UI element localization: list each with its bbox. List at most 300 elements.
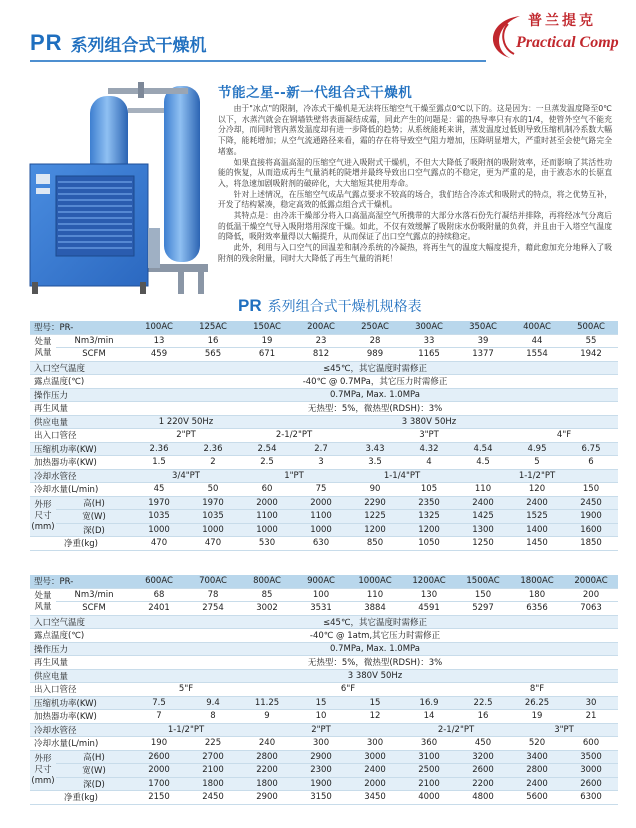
comp-cell: 6.75 [564,442,618,456]
row-value: 0.7MPa, Max. 1.0MPa [132,388,618,402]
depth-cell: 1400 [510,523,564,537]
height-cell: 2400 [456,496,510,510]
width-cell: 1035 [186,510,240,524]
dimension-group-line: 尺寸 [34,510,52,521]
table-row [30,642,618,656]
row-label: 出入口管径 [30,429,132,443]
scfm-cell: 812 [294,348,348,362]
table-row [30,615,618,629]
intro-paragraph: 此外，利用与入口空气的回温差和制冷系统的冷凝热，将再生气的温度大幅度提升，藉此愈加充分地释入了吸附剂的残余附量，同时大大降低了再生气量的消耗！ [218,243,612,263]
port-cell: 5"F [132,683,240,697]
height-cell: 3000 [348,750,402,764]
comp-cell: 2.54 [240,442,294,456]
intro-paragraph: 如果直接将高温高湿的压缩空气进入吸附式干燥机，不但大大降低了吸附剂的吸附效率，还而影响了其活性功能的恢复，从而造成再生气量消耗的陡增并最终导致出口空气露点的不稳定，更为严重的是，由于液态水的长驱直入，将急速加剧吸附剂的破碎化，大大缩短其使用寿命。 [218,157,612,188]
flow-group-label [30,334,56,361]
height-cell: 2800 [240,750,294,764]
cool-cell: 90 [348,483,402,497]
heat-cell: 16 [456,710,510,724]
width-cell: 1100 [294,510,348,524]
nm3-cell: 85 [240,588,294,602]
cool-cell: 60 [240,483,294,497]
port-cell: 3"PT [348,429,510,443]
weight-cell: 530 [240,537,294,551]
dimension-group-line: 尺寸 [34,764,52,775]
row-label: 净重(kg) [30,537,132,551]
model-cell: 2000AC [564,575,618,588]
dimension-group-label [30,496,56,537]
height-cell: 3500 [564,750,618,764]
width-cell: 2200 [240,764,294,778]
scfm-label: SCFM [56,602,132,616]
heat-cell: 10 [294,710,348,724]
height-cell: 2350 [402,496,456,510]
scfm-label: SCFM [56,348,132,362]
weight-cell: 6300 [564,791,618,805]
spec-table-2 [30,575,618,805]
table-row [30,496,618,510]
comp-cell: 4.32 [402,442,456,456]
heat-cell: 2 [186,456,240,470]
spec-series-code: PR [238,296,262,315]
width-cell: 1225 [348,510,402,524]
table-row [30,523,618,537]
table-row [30,750,618,764]
height-cell: 3400 [510,750,564,764]
scfm-cell: 1165 [402,348,456,362]
row-label: 高(H) [56,496,132,510]
comp-cell: 15 [294,696,348,710]
heat-cell: 19 [510,710,564,724]
depth-cell: 1900 [294,777,348,791]
water-pipe-cell: 3"PT [510,723,618,737]
row-label: 露点温度(℃) [30,629,132,643]
width-cell: 2500 [402,764,456,778]
spec-table-1 [30,321,618,551]
row-label: 操作压力 [30,642,132,656]
weight-cell: 2900 [240,791,294,805]
model-cell: 1800AC [510,575,564,588]
comp-cell: 22.5 [456,696,510,710]
width-cell: 2300 [294,764,348,778]
comp-cell: 2.7 [294,442,348,456]
height-cell: 1970 [186,496,240,510]
height-cell: 2000 [294,496,348,510]
table-row [30,510,618,524]
nm3-cell: 33 [402,334,456,348]
scfm-cell: 3531 [294,602,348,616]
cool-cell: 300 [348,737,402,751]
table-row [30,629,618,643]
comp-cell: 11.25 [240,696,294,710]
table-row [30,469,618,483]
scfm-cell: 459 [132,348,186,362]
depth-cell: 1000 [240,523,294,537]
table-row [30,791,618,805]
flow-group-label [30,588,56,615]
scfm-cell: 3002 [240,602,294,616]
port-cell: 8"F [456,683,618,697]
comp-cell: 26.25 [510,696,564,710]
row-label: 深(D) [56,523,132,537]
row-label: 入口空气温度 [30,361,132,375]
scfm-cell: 1942 [564,348,618,362]
comp-cell: 9.4 [186,696,240,710]
height-cell: 3200 [456,750,510,764]
cool-cell: 450 [456,737,510,751]
nm3-cell: 180 [510,588,564,602]
table-row [30,710,618,724]
cool-cell: 120 [510,483,564,497]
scfm-cell: 565 [186,348,240,362]
weight-cell: 4800 [456,791,510,805]
row-label: 压缩机功率(KW) [30,442,132,456]
cool-cell: 150 [564,483,618,497]
water-pipe-cell: 2"PT [240,723,402,737]
right-tank [164,86,200,262]
heat-cell: 9 [240,710,294,724]
port-cell: 6"F [240,683,456,697]
row-label: 宽(W) [56,764,132,778]
width-cell: 2800 [510,764,564,778]
water-pipe-cell: 2-1/2"PT [402,723,510,737]
scfm-cell: 3884 [348,602,402,616]
dimension-group-line: 外形 [34,499,52,510]
power-value: 3 380V 50Hz [132,669,618,683]
scfm-cell: 1554 [510,348,564,362]
table-row [30,764,618,778]
row-label: 高(H) [56,750,132,764]
nm3-cell: 16 [186,334,240,348]
spec-table-title [238,296,422,316]
dimension-group-line: (mm) [31,775,55,786]
depth-cell: 1200 [348,523,402,537]
depth-cell: 1000 [186,523,240,537]
table-row [30,402,618,416]
company-logo [480,6,630,66]
heat-cell: 6 [564,456,618,470]
width-cell: 1900 [564,510,618,524]
scfm-cell: 4591 [402,602,456,616]
weight-cell: 2450 [186,791,240,805]
table-row [30,588,618,602]
intro-text [218,104,612,265]
nm3-cell: 110 [348,588,402,602]
height-cell: 2000 [240,496,294,510]
model-cell: 1200AC [402,575,456,588]
height-cell: 2450 [564,496,618,510]
cool-cell: 520 [510,737,564,751]
depth-cell: 1200 [402,523,456,537]
height-cell: 2700 [186,750,240,764]
table-row [30,334,618,348]
scfm-cell: 1377 [456,348,510,362]
nm3-cell: 39 [456,334,510,348]
model-cell: 400AC [510,321,564,334]
cool-cell: 110 [456,483,510,497]
comp-cell: 15 [348,696,402,710]
table-row [30,429,618,443]
depth-cell: 2200 [456,777,510,791]
row-label: 操作压力 [30,388,132,402]
cool-cell: 190 [132,737,186,751]
dimension-group-label [30,750,56,791]
scfm-cell: 5297 [456,602,510,616]
port-cell: 4"F [510,429,618,443]
row-label: 入口空气温度 [30,615,132,629]
scfm-cell: 671 [240,348,294,362]
cool-cell: 600 [564,737,618,751]
weight-cell: 5600 [510,791,564,805]
cool-cell: 240 [240,737,294,751]
depth-cell: 2400 [510,777,564,791]
table-row [30,375,618,389]
nm3-cell: 100 [294,588,348,602]
title-series-code: PR [30,30,63,55]
flow-group-line: 风量 [34,601,52,612]
table-row [30,777,618,791]
width-cell: 2600 [456,764,510,778]
logo-english-rest: ractical Comp [525,34,619,51]
height-cell: 3100 [402,750,456,764]
model-cell: 600AC [132,575,186,588]
width-cell: 2000 [132,764,186,778]
table-row [30,442,618,456]
width-cell: 2100 [186,764,240,778]
nm3-cell: 200 [564,588,618,602]
depth-cell: 2100 [402,777,456,791]
water-pipe-cell: 3/4"PT [132,469,240,483]
weight-cell: 2150 [132,791,186,805]
row-label: 冷却水量(L/min) [30,737,132,751]
depth-cell: 2600 [564,777,618,791]
model-label: 型号：PR- [30,321,132,334]
row-label: 加热器功率(KW) [30,456,132,470]
intro-paragraph: 其特点是：由冷冻干燥部分将入口高温高湿空气所携带的大部分水落石份先行凝结并排除，再将经冰气分离后的低温干燥空气导入吸附塔用深度干燥。如此，不仅有效缓解了吸附床水份吸附量的负荷，并且由于入塔空气温度的降低，吸附效率量得以大幅提升，从而保证了出口空气露点的持续稳定。 [218,211,612,242]
weight-cell: 4000 [402,791,456,805]
logo-initial: P [516,34,526,51]
model-cell: 125AC [186,321,240,334]
nm3-label: Nm3/min [56,588,132,602]
nm3-cell: 19 [240,334,294,348]
model-cell: 250AC [348,321,402,334]
weight-cell: 3150 [294,791,348,805]
scfm-cell: 6356 [510,602,564,616]
comp-cell: 2.36 [132,442,186,456]
heat-cell: 3.5 [348,456,402,470]
heat-cell: 7 [132,710,186,724]
table-row [30,348,618,362]
model-cell: 200AC [294,321,348,334]
weight-cell: 470 [186,537,240,551]
width-cell: 1525 [510,510,564,524]
height-cell: 2290 [348,496,402,510]
heat-cell: 14 [402,710,456,724]
product-photo [28,78,218,296]
power-value: 1 220V 50Hz [132,415,240,429]
row-value: ≤45℃，其它温度时需修正 [132,361,618,375]
weight-cell: 470 [132,537,186,551]
cool-cell: 105 [402,483,456,497]
heat-cell: 8 [186,710,240,724]
title-text: 系列组合式干燥机 [70,35,207,56]
row-label: 冷却水量(L/min) [30,483,132,497]
dimension-group-line: (mm) [31,521,55,532]
model-cell: 1000AC [348,575,402,588]
row-value: -40℃ @ 0.7MPa，其它压力时需修正 [132,375,618,389]
table-row [30,723,618,737]
model-cell: 1500AC [456,575,510,588]
comp-cell: 4.95 [510,442,564,456]
width-cell: 1035 [132,510,186,524]
model-cell: 800AC [240,575,294,588]
table-row [30,737,618,751]
cool-cell: 300 [294,737,348,751]
row-label: 压缩机功率(KW) [30,696,132,710]
flow-group-line: 处量 [34,336,52,347]
width-cell: 1325 [402,510,456,524]
table-row [30,696,618,710]
cool-cell: 360 [402,737,456,751]
weight-cell: 3450 [348,791,402,805]
row-value: ≤45℃，其它温度时需修正 [132,615,618,629]
intro-paragraph: 针对上述情况，在压缩空气成品气露点要求不较高的场合，我们结合冷冻式和吸附式的特点，将之优势互补，开发了结构紧凑，稳定高效的低露点组合式干燥机。 [218,189,612,210]
dimension-group-line: 外形 [34,753,52,764]
nm3-cell: 23 [294,334,348,348]
port-cell: 2-1/2"PT [240,429,348,443]
nm3-cell: 55 [564,334,618,348]
row-label: 出入口管径 [30,683,132,697]
nm3-cell: 28 [348,334,402,348]
row-value: 0.7MPa, Max. 1.0MPa [132,642,618,656]
heat-cell: 3 [294,456,348,470]
depth-cell: 1000 [132,523,186,537]
table-row [30,361,618,375]
table-row [30,456,618,470]
row-label: 冷却水管径 [30,469,132,483]
scfm-cell: 7063 [564,602,618,616]
width-cell: 3000 [564,764,618,778]
table-row [30,656,618,670]
flow-group-line: 处量 [34,590,52,601]
table-row [30,669,618,683]
table-row [30,537,618,551]
height-cell: 2600 [132,750,186,764]
table-row [30,683,618,697]
row-label: 再生风量 [30,656,132,670]
flow-group-line: 风量 [34,347,52,358]
row-label: 净重(kg) [30,791,132,805]
spec-table-2-body [30,575,618,804]
spec-table-1-body [30,321,618,550]
model-cell: 350AC [456,321,510,334]
nm3-cell: 68 [132,588,186,602]
weight-cell: 1250 [456,537,510,551]
weight-cell: 1450 [510,537,564,551]
table-row [30,602,618,616]
comp-cell: 7.5 [132,696,186,710]
water-pipe-cell: 1-1/2"PT [132,723,240,737]
weight-cell: 1050 [402,537,456,551]
row-label: 冷却水管径 [30,723,132,737]
width-cell: 1425 [456,510,510,524]
depth-cell: 1600 [564,523,618,537]
comp-cell: 4.54 [456,442,510,456]
water-pipe-cell: 1-1/2"PT [456,469,618,483]
depth-cell: 1800 [186,777,240,791]
model-cell: 900AC [294,575,348,588]
weight-cell: 630 [294,537,348,551]
port-cell: 2"PT [132,429,240,443]
table-header-row [30,321,618,334]
nm3-cell: 13 [132,334,186,348]
width-cell: 1100 [240,510,294,524]
depth-cell: 1800 [240,777,294,791]
row-label: 露点温度(℃) [30,375,132,389]
comp-cell: 2.36 [186,442,240,456]
comp-cell: 30 [564,696,618,710]
model-cell: 300AC [402,321,456,334]
model-cell: 500AC [564,321,618,334]
nm3-cell: 44 [510,334,564,348]
cool-cell: 50 [186,483,240,497]
table-row [30,483,618,497]
row-value: -40℃ @ 1atm,其它压力时需修正 [132,629,618,643]
row-label: 供应电量 [30,669,132,683]
scfm-cell: 2401 [132,602,186,616]
weight-cell: 1850 [564,537,618,551]
page-title [30,28,207,58]
depth-cell: 1700 [132,777,186,791]
slogan: 节能之星--新一代组合式干燥机 [218,85,413,101]
scfm-cell: 2754 [186,602,240,616]
row-label: 加热器功率(KW) [30,710,132,724]
nm3-cell: 130 [402,588,456,602]
row-label: 宽(W) [56,510,132,524]
scfm-cell: 989 [348,348,402,362]
comp-cell: 16.9 [402,696,456,710]
table-row [30,415,618,429]
row-label: 深(D) [56,777,132,791]
weight-cell: 850 [348,537,402,551]
model-cell: 150AC [240,321,294,334]
heat-cell: 12 [348,710,402,724]
heat-cell: 21 [564,710,618,724]
title-divider [30,60,486,62]
height-cell: 1970 [132,496,186,510]
nm3-cell: 150 [456,588,510,602]
cool-cell: 225 [186,737,240,751]
power-value: 3 380V 50Hz [240,415,618,429]
row-label: 供应电量 [30,415,132,429]
table-row [30,388,618,402]
water-pipe-cell: 1-1/4"PT [348,469,456,483]
heat-cell: 4.5 [456,456,510,470]
intro-paragraph: 由于"冰点"的限制，冷冻式干燥机是无法将压缩空气干燥至露点0℃以下的。这是因为：一旦蒸发温度降至0℃以下，水蒸汽就会在钢墙铁壁将表面凝结成霜，同此产生的问题是：霜的热导率只有水的1/4，使管外空气不能充分冷却，而同时管内蒸发温度却有进一步降低的趋势；从系统能耗来讲，蒸发温度过低则导致压缩机制冷系数大幅下降，能耗增加；从空气流通路径来看，霜的存在将导致空气阻力增加，压降明显增大，严重时甚至会使气路完全堵塞。 [218,104,612,156]
heat-cell: 2.5 [240,456,294,470]
depth-cell: 1000 [294,523,348,537]
cool-cell: 75 [294,483,348,497]
model-cell: 700AC [186,575,240,588]
comp-cell: 3.43 [348,442,402,456]
spec-title-text: 系列组合式干燥机规格表 [267,299,422,315]
row-value: 无热型：5%，微热型(RDSH)：3% [132,656,618,670]
row-value: 无热型：5%，微热型(RDSH)：3% [132,402,618,416]
depth-cell: 2000 [348,777,402,791]
model-cell: 100AC [132,321,186,334]
heat-cell: 5 [510,456,564,470]
cool-cell: 45 [132,483,186,497]
logo-chinese-name: 普兰提克 [528,13,596,29]
